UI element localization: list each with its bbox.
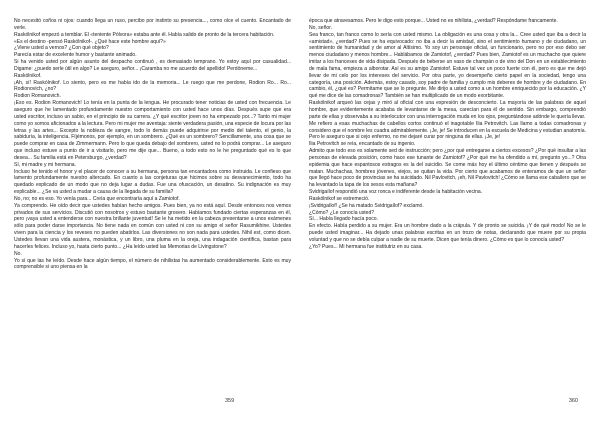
paragraph: Yo sí que las he leído. Desde hace algún tiempo, el número de nihilistas ha aumentado considerablemente. Esto es muy comprensible si uno piensa en la	[14, 257, 291, 271]
paragraph: ¿Yo? Pues... Mi hermana fue institutriz en su casa.	[309, 243, 423, 250]
left-page	[14, 18, 291, 402]
paragraph: Incluso he tenido el honor y el placer de conocer a su hermana, persona tan encantadora como instruida. Le confieso que lamento profundamente nuestro altercado. En cuanto a las conjeturas que hicimos sobre su desvanecimiento, todo ha quedado explicado de un modo que no deja lugar a dudas. Fue una ofuscación, un desatino. Su indignación es muy explicable... ¿Se va usted a mudar a causa de la llegada de su familia?	[14, 168, 291, 196]
paragraph: ¿Viene usted a vernos? ¿Con qué objeto?	[14, 45, 109, 52]
paragraph: Sí... Había llegado hacía poco.	[309, 216, 379, 223]
paragraph: ¡Svidrigaílof! ¿Se ha matado Svidrigaílof? exclamó.	[309, 202, 424, 209]
paragraph: Si ha venido usted por algún asunto del despacho continuó , es demasiado temprano. Yo estoy aquí por casualidad... Digame: ¿puedo serle útil en algo? Le aseguro, señor... ¡Caramba no me acuerdo del apellido! Perdóneme...	[14, 59, 291, 72]
left-page-text	[14, 18, 291, 271]
paragraph: Raskólnikof.	[14, 72, 42, 79]
paragraph: Me refiero a esas muchachas de cabellos cortos continuó el inagotable Ilia Petrovitch. Las llamo a todas comadronas y considero que el nombre les cuadra admirablemente. ¡Je, je! Se introducen en la escuela de Medicina y estudian anatomía. Pero le aseguro que si cejo enfermo, no me dejaré curar por ninguna de ellas. ¡Je, je!	[309, 120, 586, 141]
paragraph: Sea franco, tan franco como lo sería con usted mismo. La obligación es una cosa y otra la... Cree usted que iba a decir la «amistad», ¿verdad? Pues se ha equivocado: no iba a decir la amistad, sino el sentimiento humano y de ciudadano, un sentimiento de humanidad y de amor al Altísimo. Yo soy un personaje oficial, un funcionario, pero no por eso debo ser menos ciudadano y menos hombre... Hablábamos de Zamiotof, ¿verdad? Pues bien, Zamiotof es un muchacho que quiere imitar a los franceses de vida disipada. Después de beberse un vaso de champán o de vino del Don en un establecimiento de mala fama, empieza a alborotar. Así es su amigo Zamiotof. Estuve tal vez un poco fuerte con él, pero es que me dejó llevar de mi celo por los intereses del servicio. Por otra parte, yo desempeño cierto papel en la sociedad, tengo una categoría, una posición. Además, estoy casado, soy padre de familia y cumplo mis deberes de hombre y de ciudadano. En cambio, él, ¿qué es? Permítame que se lo pregunte. Me dirijo a usted como a un hombre enriquecido por la educación. ¿Y qué me dice de las comadronas? También se han multiplicado de un modo exorbitante.	[309, 31, 586, 100]
paragraph: «Es el destino -pensó Raskólnikof-. ¿Qué hace este hombre aquí?»	[14, 38, 166, 45]
paragraph: Sí, mi madre y mi hermana.	[14, 161, 76, 168]
paragraph: Raskólnikof empezó a temblar. El «teniente Pólvora» estaba ante él. Había salido de pronto de la tercera habitación.	[14, 31, 275, 38]
right-page	[309, 18, 586, 402]
paragraph: ¡Eso es. Rodion Romanovich! Lo tenía en la punta de la lengua. He procurado tener noticias de usted con frecuencia. Le aseguro que he lamentado profundamente nuestro comportamiento con usted hace unos días. Después supe que era usted escritor, incluso un sabio, en el principio de su carrera. ¿Y qué escritor joven no ha empezado por...? Tanto mi mujer como yo somos aficionados a la lectura. Pero mi mujer me aventaja: siente verdadera pasión, una especie de locura por las letras y las artes... Excepto la nobleza de sangre, todo lo demás puede adquirirse por medio del talento, el genio, la sabiduría, la inteligencia. Fíjémonos, por ejemplo, en un sombrero. ¿Qué es un sombrero? Sencillamente, una cosa que se puede comprar en casa de Zimmermann. Pero lo que queda debajo del sombrero, usted no lo podrá comprar... Le aseguro que incluso estuve a punto de ir a visitarlo, pero me dije que... Bueno, a todo esto no le he preguntado qué es lo que desea... Su familia está en Petersburgo, ¿verdad?	[14, 100, 291, 161]
paragraph: Ya comprendo. He oído decir que ustedes habían hecho amigos. Pues bien, ya no está aquí. Desde entonces nos vemos privados de sus servicios. Discutió con nosotros y estuvo bastante grosero. Habíamos fundado ciertas esperanzas en él, pero ¡vaya usted a entenderse con nuestra brillante juventud! Se le ha metido en la cabeza presentarse a unos exámenes sólo para poder darse importancia. No tiene nada en común con usted ni con su amigo el señor Rasumikhine. Ustedes viven para la ciencia y los reveses no pueden abatirlos. Las diversiones no son nada para ustedes. Nihil est, como dicen. Ustedes llevan una vida austera, monástica, y un libro, una pluma en la oreja, una indagación científica, bastan para hacerles felices. Incluso yo, hasta cierto punto... ¿Ha leído usted las Memorias de Livingstone?	[14, 202, 291, 250]
page-number-right: 360	[568, 398, 578, 404]
paragraph: No necesitó coños ni ojos: cuando llega un ruso, percibo por instinto su presencia..., como olce el cuento. Encantado de verle.	[14, 18, 291, 31]
paragraph: ¡Ah, sí! Raskólnikof. Lo siento, pero es me había ido de la memoria... Le ruego que me perdone, Rodion Ro... Ro... Rodionovich, ¿no?	[14, 79, 291, 93]
paragraph: Svidrigaílof respondió una voz ronca e indiferente desde la habitación vecina.	[309, 189, 483, 196]
paragraph: ¿Cómo? ¿Le conocía usted?	[309, 209, 375, 216]
paragraph: Rodion Romanovich.	[14, 93, 61, 100]
paragraph: Parecía estar de excelente humor y bastante animado.	[14, 52, 137, 59]
paragraph: época que atravesamos. Pero le digo esto porque... Usted no es nihilista, ¿verdad? Respóndame francamente.	[309, 18, 558, 24]
right-page-text	[309, 18, 586, 251]
paragraph: Raskólnikof arqueó las cejas y miró al oficial con una expresión de desconcierto. La mayoría de las palabras de aquel hombre, que evidentemente acababa de levantarse de la mesa, carecían para él de sentido. Sin embargo, comprendió parte de ellas y observaba a su interlocutor con una interrogación muda en los ojos, preguntándose adónde le quería llevar.	[309, 100, 586, 120]
paragraph: En efecto. Había perdido a su mujer. Era un hombre dado a la crápula. Y de pronto se suicida. ¡Y de qué modo! No se le puede usted imaginar... Ha dejado unas palabras escritas en un trozo de notas, declarando que muere por su propia voluntad y que no se debía culpar a nadie de su muerte. Dicen que tenía dinero. ¿Cómo es que lo conocía usted?	[309, 223, 586, 243]
paragraph: No, no; no es eso. Yo venía para... Creía que encontraría aquí a Zamiotof.	[14, 195, 180, 202]
paragraph: Ilia Petrovitch se reía, encantado de su ingenio.	[309, 141, 416, 148]
paragraph: No.	[14, 250, 22, 257]
page-number-left: 359	[225, 398, 235, 404]
paragraph: Admito que todo eso es solamente sed de instrucción; pero ¿por qué entregarse a ciertos excesos? ¿Por qué insultar a las personas de elevada posición, como hace ese tunante de Zamiotof? ¿Por qué me ha ofendido a mí, pregunto yo...? Otra epidemia que hace espantosos estragos es la del suicidio. Se come más hoy el último céntimo que tienen y después se matan. Muchachas, hombres jóvenes, viejos, se quitan la vida. Por cierto que acabamos de enteramos de que un señor que llegó hace poco de provincias se ha suicidado. Nil Pavlovitch, ¡eh, Nil Pavlovitch! ¿Cómo se llama ese caballero que se ha levantado la tapa de los sesos esta mañana?	[309, 148, 586, 189]
paragraph: No, señor.	[309, 24, 333, 31]
paragraph: Raskólnikof se estremeció.	[309, 195, 370, 202]
